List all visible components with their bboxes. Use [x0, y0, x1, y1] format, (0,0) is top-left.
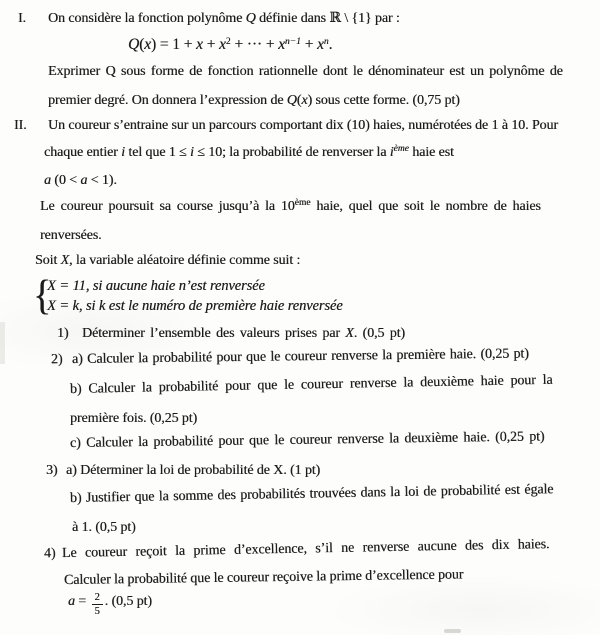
text-segment: haie, quel que soit le nombre de haies [310, 199, 541, 214]
text-segment: renversées. [40, 228, 102, 243]
system-case-1 [47, 276, 265, 296]
fraction-denominator: 5 [94, 606, 100, 618]
fraction-numerator: 2 [92, 592, 103, 605]
ex2-intro-line1-marker: II. [14, 118, 27, 133]
text-segment: . [328, 36, 333, 53]
question-2a [50, 344, 529, 370]
superscript: n−1 [284, 37, 301, 47]
ex2-intro-line4 [40, 197, 541, 217]
text-segment: à 1. (0,5 pt) [72, 520, 136, 535]
text-segment: première fois. (0,25 pt) [70, 411, 198, 426]
text-segment: Q [286, 93, 297, 108]
text-segment: X = k, si k est le numéro de première haie renversée [47, 298, 343, 314]
text-segment: x [219, 36, 226, 53]
text-segment: Q [128, 36, 140, 53]
text-segment: x [317, 36, 324, 53]
text-segment: Soit [35, 253, 61, 268]
question-3b-line2 [72, 518, 136, 538]
ex1-task-line1 [48, 62, 563, 82]
ex1-intro-marker: I. [18, 11, 26, 26]
question-2b-line2 [70, 409, 197, 429]
text-segment: ( [139, 36, 145, 53]
question-4-line1 [43, 535, 550, 564]
text-segment: chaque entier [44, 145, 122, 160]
superscript: ème [393, 144, 409, 154]
text-segment: tel que 1 ≤ [124, 145, 191, 160]
text-segment: Un coureur s’entraine sur un parcours comportant dix (10) haies, numérotées de 1 à 10. Pour [48, 118, 558, 133]
text-segment: b) Calculer la probabilité pour que le coureur renverse la deuxième haie pour la [69, 372, 553, 397]
text-segment: . (0,5 pt) [353, 326, 405, 341]
text-segment: haie est [408, 145, 454, 160]
text-segment: a [80, 173, 88, 188]
question-2c [70, 427, 545, 454]
text-segment: . (0,5 pt) [104, 594, 152, 610]
question-2b-line1 [70, 371, 553, 400]
text-segment: ) = 1 + [150, 36, 197, 53]
ex2-variable-def [35, 251, 300, 271]
fraction [92, 592, 103, 617]
text-segment: x [301, 93, 308, 108]
text-segment: Exprimer Q sous forme de fonction rationnelle dont le dénominateur est un polynôme de [48, 64, 563, 79]
question-3a [46, 461, 321, 481]
question-1-marker: 1) [57, 326, 69, 341]
question-3b-line1 [70, 480, 554, 509]
text-segment: a) Calculer la probabilité pour que le coureur renverse la première haie. (0,25 pt) [71, 346, 529, 367]
text-segment: a [68, 594, 75, 610]
question-3a-marker: 3) [46, 463, 58, 478]
text-segment: ) sous cette forme. (0,75 pt) [307, 93, 460, 108]
text-segment: a [44, 173, 51, 188]
superscript: ème [294, 198, 311, 208]
system-brace: { [33, 272, 52, 320]
superscript: n [323, 37, 329, 47]
ex1-task-line2 [48, 91, 460, 111]
text-segment: Déterminer l’ensemble des valeurs prises par [82, 326, 346, 341]
ex2-intro-line2 [44, 143, 454, 163]
ex2-intro-line5 [40, 226, 101, 246]
superscript: 2 [225, 37, 231, 47]
text-segment: + [202, 36, 220, 53]
text-segment: x [196, 36, 203, 53]
text-segment: définie dans ℝ \ {1} par : [255, 11, 400, 26]
scan-smudge [0, 322, 5, 364]
scan-artifact [444, 629, 461, 633]
text-segment: + ··· + [230, 36, 279, 53]
ex2-intro-line3 [44, 171, 117, 191]
text-segment: (0 < [50, 173, 81, 188]
ex1-formula [128, 35, 332, 55]
text-segment: X = 11, si aucune haie n’est renversée [47, 278, 265, 294]
question-4-line3 [68, 592, 152, 617]
text-segment: x [144, 36, 151, 53]
text-segment: Le coureur poursuit sa course jusqu’à la 10 [40, 199, 295, 214]
system-case-2 [47, 296, 343, 316]
text-segment: < 1). [87, 173, 117, 188]
text-segment: = [74, 594, 90, 610]
text-segment: Calculer la probabilité que le coureur reçoive la prime d’excellence pour [63, 567, 464, 588]
text-segment: x [278, 36, 285, 53]
ex2-intro-line1 [14, 116, 558, 136]
text-segment: i [121, 145, 125, 160]
text-segment: X [60, 253, 70, 268]
question-4-line1-marker: 4) [43, 546, 56, 562]
text-segment: + [300, 36, 318, 53]
text-segment: a) Déterminer la loi de probabilité de X. (1 pt) [66, 463, 321, 478]
text-segment: ≤ 10; la probabilité de renverser la [193, 145, 390, 160]
question-2a-marker: 2) [50, 352, 63, 368]
question-4-line2 [64, 565, 464, 591]
text-segment: ( [296, 93, 302, 108]
text-segment: Q [245, 11, 256, 26]
text-segment: X [345, 326, 354, 341]
text-segment: premier degré. On donnera l’expression de [48, 93, 287, 108]
text-segment: c) Calculer la probabilité pour que le coureur renverse la deuxième haie. (0,25 pt) [69, 429, 545, 451]
text-segment: , la variable aléatoire définie comme suit : [69, 253, 301, 268]
text-segment: On considère la fonction polynôme [48, 11, 246, 26]
text-segment: b) Justifier que la somme des probabilités trouvées dans la loi de probabilité est égale [69, 482, 554, 506]
ex1-intro [18, 9, 400, 29]
text-segment: i [389, 145, 394, 160]
text-segment: i [190, 145, 194, 160]
question-1 [57, 324, 405, 344]
text-segment: Le coureur reçoit la prime d’excellence, s’il ne renverse aucune des dix haies. [61, 537, 550, 561]
